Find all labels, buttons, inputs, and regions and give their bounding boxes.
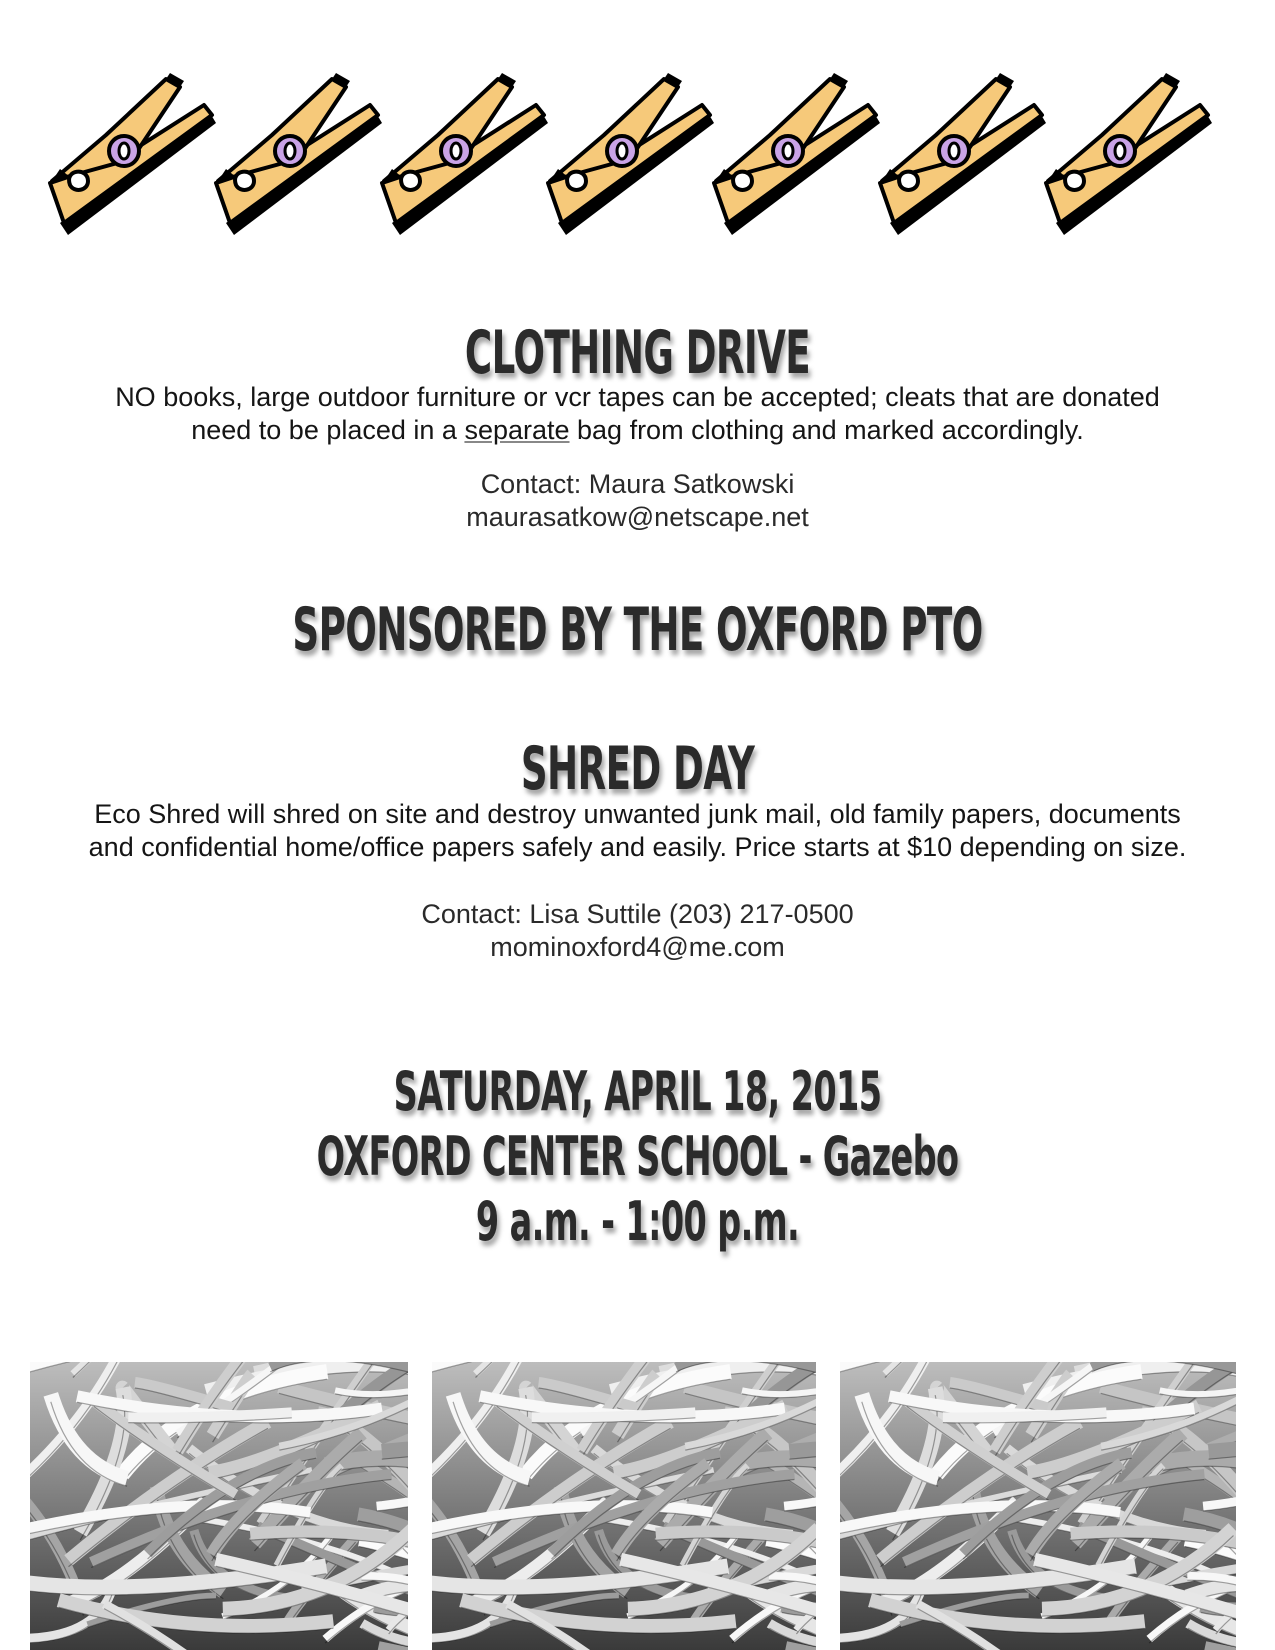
shred-day-line-2: and confidential home/office papers safely and easily. Price starts at $10 depending on size. [88,832,1187,862]
event-date: SATURDAY, APRIL 18, 2015 [393,1060,882,1123]
shredded-paper-photo-2 [432,1362,816,1650]
shredded-paper-photo-1 [30,1362,408,1650]
shred-day-contact: Contact: Lisa Suttile (203) 217-0500 [421,899,854,929]
shred-day-title: SHRED DAY [520,734,755,804]
clothespin-icon [372,65,557,235]
clothespin-icon [538,65,723,235]
clothing-drive-line-2 [0,413,1275,447]
event-location: OXFORD CENTER SCHOOL - Gazebo [316,1125,959,1188]
clothing-drive-contact: Contact: Maura Satkowski [480,469,795,499]
clothespin-icon [704,65,889,235]
clothing-drive-line-2-pre: need to be placed in a [191,415,465,445]
sponsor-heading: SPONSORED BY THE OXFORD PTO [292,595,983,665]
clothespin-icon [40,65,225,235]
clothespin-icon [1036,65,1221,235]
clothing-drive-email: maurasatkow@netscape.net [466,502,809,532]
clothespin-row [40,65,1240,235]
shred-day-line-1: Eco Shred will shred on site and destroy unwanted junk mail, old family papers, documents [94,799,1181,829]
shredded-paper-photo-3 [840,1362,1236,1650]
clothing-drive-line-2-post: bag from clothing and marked accordingly. [569,415,1084,445]
clothing-drive-title: CLOTHING DRIVE [464,318,811,388]
event-time: 9 a.m. - 1:00 p.m. [475,1190,800,1253]
clothing-drive-separate-word: separate [464,415,570,445]
clothespin-icon [206,65,391,235]
shred-day-email: mominoxford4@me.com [490,932,785,962]
clothing-drive-line-1: NO books, large outdoor furniture or vcr tapes can be accepted; cleats that are donated [115,382,1160,412]
clothespin-icon [870,65,1055,235]
